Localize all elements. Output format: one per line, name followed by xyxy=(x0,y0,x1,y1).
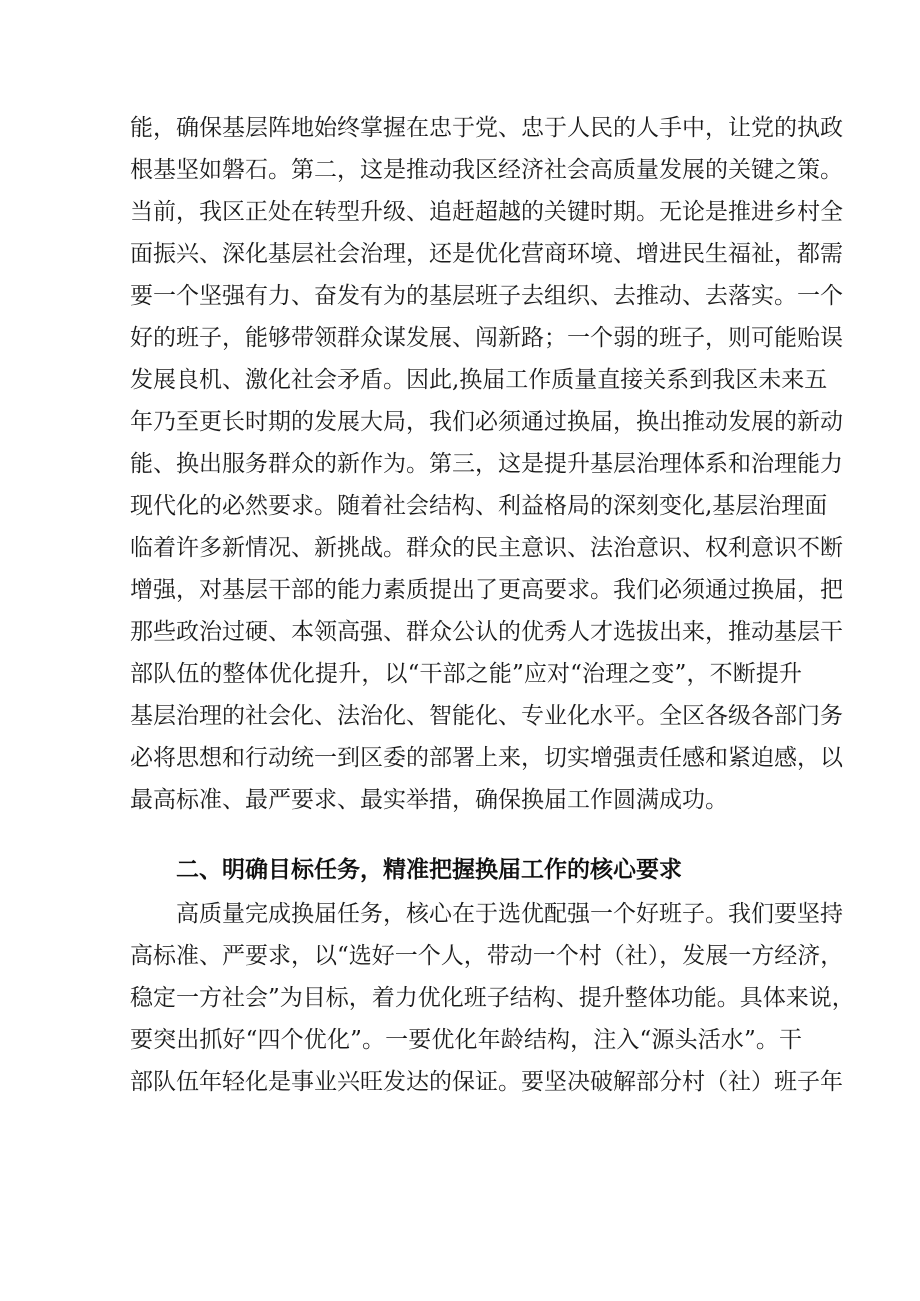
paragraph-line: 能，确保基层阵地始终掌握在忠于党、忠于人民的人手中，让党的执政 xyxy=(130,115,843,141)
paragraph-line: 必将思想和行动统一到区委的部署上来，切实增强责任感和紧迫感，以 xyxy=(130,745,843,771)
paragraph-line: 现代化的必然要求。随着社会结构、利益格局的深刻变化,基层治理面 xyxy=(130,493,828,519)
paragraph-line: 要突出抓好“四个优化”。一要优化年龄结构，注入“源头活水”。干 xyxy=(130,1027,802,1053)
paragraph-2 xyxy=(130,893,855,1103)
paragraph-line: 高标准、严要求，以“选好一个人，带动一个村（社），发展一方经济， xyxy=(130,943,844,969)
paragraph-line: 那些政治过硬、本领高强、群众公认的优秀人才选拔出来，推动基层干 xyxy=(130,619,843,645)
paragraph-line: 根基坚如磐石。第二，这是推动我区经济社会高质量发展的关键之策。 xyxy=(130,157,843,183)
paragraph-line: 部队伍年轻化是事业兴旺发达的保证。要坚决破解部分村（社）班子年 xyxy=(130,1069,843,1095)
paragraph-line: 能、换出服务群众的新作为。第三，这是提升基层治理体系和治理能力 xyxy=(130,451,843,477)
paragraph-line: 当前，我区正处在转型升级、追赶超越的关键时期。无论是推进乡村全 xyxy=(130,199,843,225)
paragraph-line: 高质量完成换届任务，核心在于选优配强一个好班子。我们要坚持 xyxy=(176,901,843,927)
paragraph-line: 年乃至更长时期的发展大局，我们必须通过换届，换出推动发展的新动 xyxy=(130,409,843,435)
paragraph-line: 最高标准、最严要求、最实举措，确保换届工作圆满成功。 xyxy=(130,787,728,813)
paragraph-line: 增强，对基层干部的能力素质提出了更高要求。我们必须通过换届，把 xyxy=(130,577,843,603)
paragraph-line: 临着许多新情况、新挑战。群众的民主意识、法治意识、权利意识不断 xyxy=(130,535,843,561)
section-heading: 二、明确目标任务，精准把握换届工作的核心要求 xyxy=(176,857,682,883)
paragraph-line: 发展良机、激化社会矛盾。因此,换届工作质量直接关系到我区未来五 xyxy=(130,367,828,393)
paragraph-1 xyxy=(130,107,843,821)
paragraph-line: 好的班子，能够带领群众谋发展、闯新路；一个弱的班子，则可能贻误 xyxy=(130,325,843,351)
paragraph-line: 面振兴、深化基层社会治理，还是优化营商环境、增进民生福祉，都需 xyxy=(130,241,843,267)
paragraph-line: 稳定一方社会”为目标，着力优化班子结构、提升整体功能。具体来说， xyxy=(130,985,855,1011)
paragraph-line: 要一个坚强有力、奋发有为的基层班子去组织、去推动、去落实。一个 xyxy=(130,283,843,309)
paragraph-line: 部队伍的整体优化提升，以“干部之能”应对“治理之变”，不断提升 xyxy=(130,661,802,687)
paragraph-line: 基层治理的社会化、法治化、智能化、专业化水平。全区各级各部门务 xyxy=(130,703,843,729)
